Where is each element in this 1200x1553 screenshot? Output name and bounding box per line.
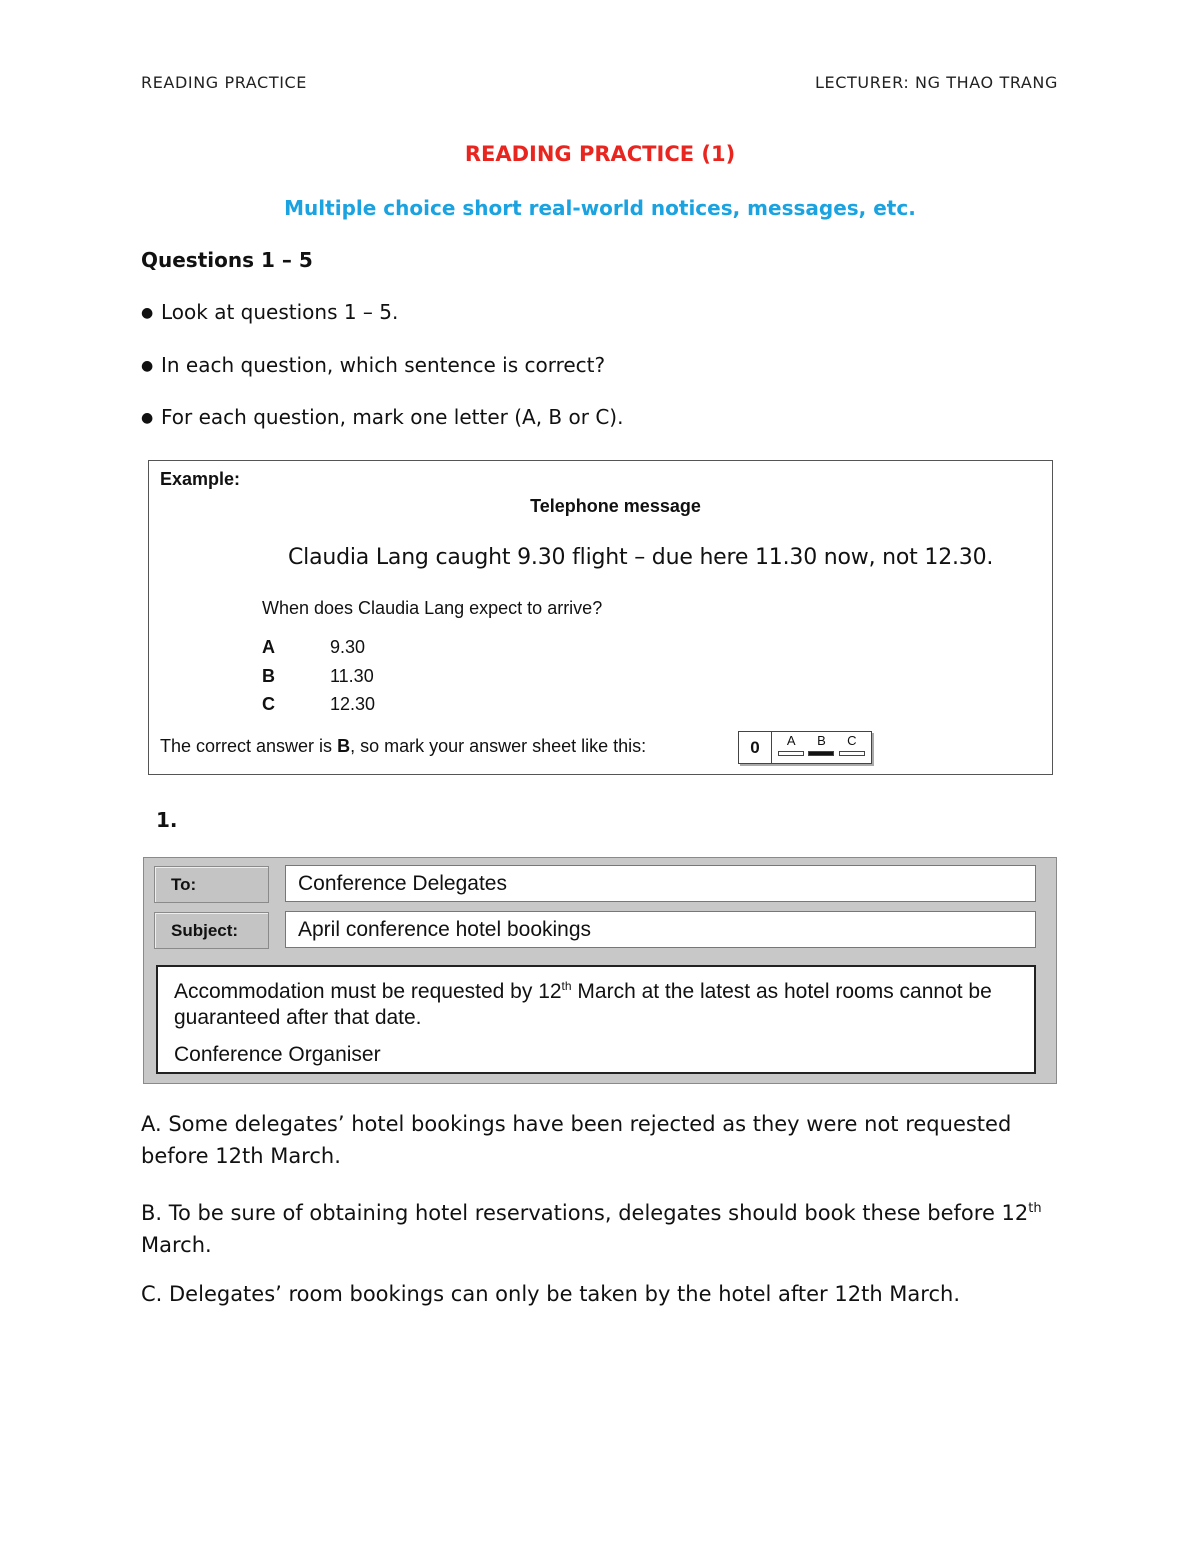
example-option-a bbox=[262, 637, 365, 658]
example-question: When does Claudia Lang expect to arrive? bbox=[262, 598, 603, 618]
instruction-3 bbox=[141, 405, 623, 429]
option-text: 11.30 bbox=[330, 666, 374, 686]
bullet-icon: ● bbox=[141, 358, 154, 374]
subject-field: April conference hotel bookings bbox=[285, 911, 1036, 948]
example-box bbox=[148, 460, 1053, 775]
option-letter: C bbox=[262, 694, 275, 714]
bullet-icon: ● bbox=[141, 305, 154, 321]
answer-bar-filled bbox=[808, 751, 834, 756]
answer-cell-c: C bbox=[838, 732, 866, 763]
instruction-2 bbox=[141, 353, 605, 377]
example-label: Example: bbox=[160, 469, 241, 489]
instruction-text: In each question, which sentence is correct? bbox=[161, 353, 606, 377]
page-subtitle: Multiple choice short real-world notices, messages, etc. bbox=[284, 196, 916, 220]
option-text: 9.30 bbox=[330, 637, 366, 657]
bullet-icon: ● bbox=[141, 410, 154, 426]
question-1-option-a: A. Some delegates’ hotel bookings have been rejected as they were not requested before 12th March. bbox=[141, 1112, 1012, 1168]
instruction-text: Look at questions 1 – 5. bbox=[161, 300, 399, 324]
answer-sheet-sample bbox=[738, 731, 872, 764]
questions-heading: Questions 1 – 5 bbox=[141, 248, 313, 272]
option-letter: B bbox=[262, 666, 275, 686]
header-right: LECTURER: NG THAO TRANG bbox=[815, 73, 1058, 92]
example-message-text: Claudia Lang caught 9.30 flight – due here 11.30 now, not 12.30. bbox=[288, 545, 994, 570]
instruction-1 bbox=[141, 300, 398, 324]
answer-cell-a: A bbox=[777, 732, 805, 763]
header-left: READING PRACTICE bbox=[141, 73, 307, 92]
answer-bar bbox=[839, 751, 865, 756]
answer-bar bbox=[778, 751, 804, 756]
email-panel bbox=[143, 857, 1057, 1084]
email-signature: Conference Organiser bbox=[174, 1043, 381, 1066]
example-answer-text: The correct answer is B, so mark your answer sheet like this: bbox=[160, 736, 647, 756]
example-message-title: Telephone message bbox=[530, 496, 701, 516]
to-field: Conference Delegates bbox=[285, 865, 1036, 902]
answer-cell-b: B bbox=[807, 732, 835, 763]
question-1-number: 1. bbox=[156, 808, 178, 832]
to-label: To: bbox=[154, 866, 269, 903]
option-letter: A bbox=[262, 637, 275, 657]
email-body-text: Accommodation must be requested by 12th March at the latest as hotel rooms cannot be guaranteed after that date. bbox=[174, 979, 992, 1029]
question-1-option-c: C. Delegates’ room bookings can only be taken by the hotel after 12th March. bbox=[141, 1282, 960, 1306]
example-option-b bbox=[262, 666, 374, 687]
email-body bbox=[156, 965, 1036, 1074]
answer-sheet-number: 0 bbox=[739, 732, 772, 763]
question-1-option-b: B. To be sure of obtaining hotel reservations, delegates should book these before 12th March. bbox=[141, 1201, 1042, 1257]
option-text: 12.30 bbox=[330, 694, 376, 714]
instruction-text: For each question, mark one letter (A, B or C). bbox=[161, 405, 624, 429]
page-title: READING PRACTICE (1) bbox=[464, 142, 736, 166]
subject-label: Subject: bbox=[154, 912, 269, 949]
example-option-c bbox=[262, 694, 375, 715]
